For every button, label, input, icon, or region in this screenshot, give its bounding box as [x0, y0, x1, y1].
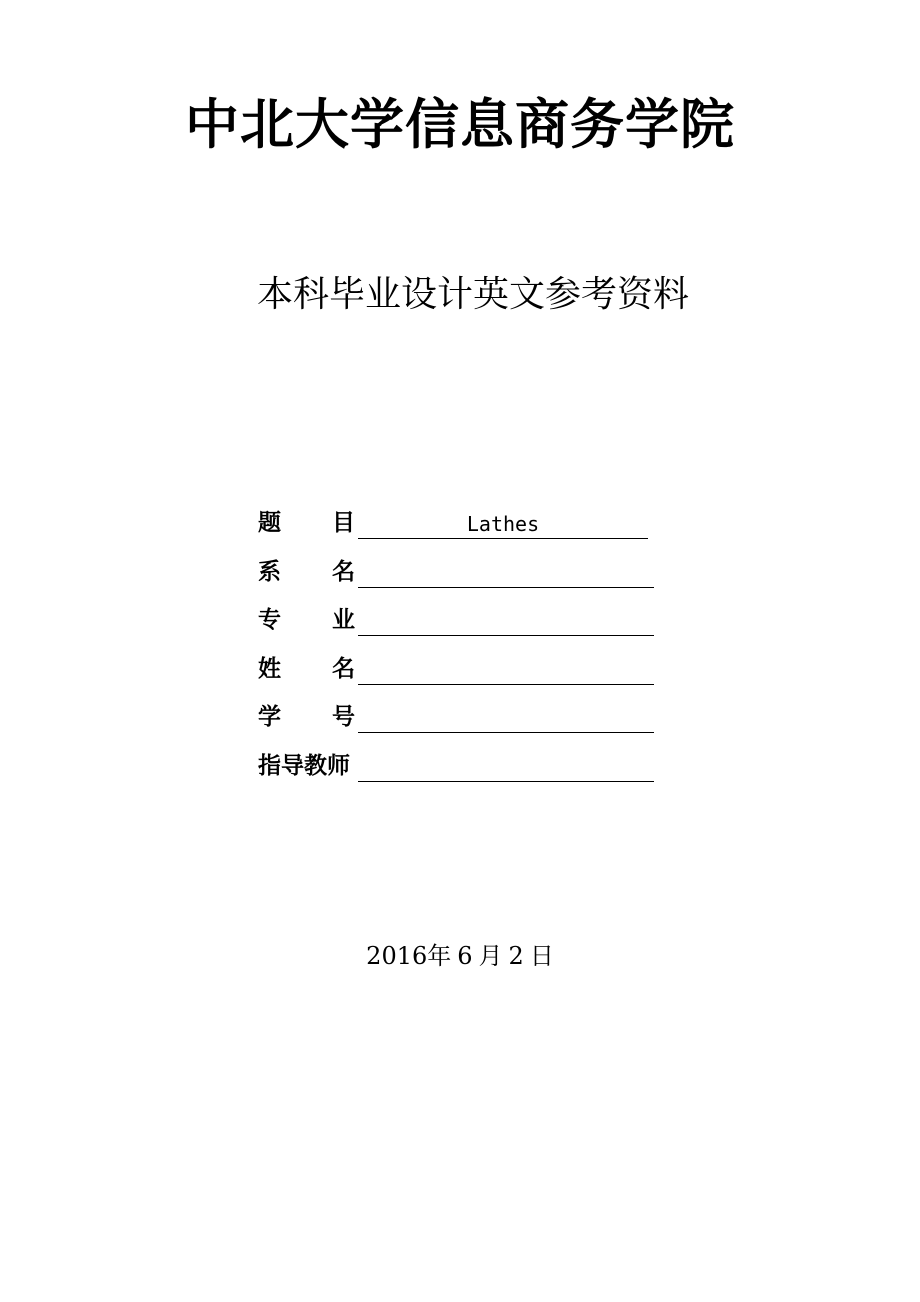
major-label-char-2: 业 — [332, 607, 355, 634]
date-day: 2 — [508, 942, 524, 970]
advisor-label: 指导教师 — [258, 752, 350, 779]
name-field[interactable] — [358, 655, 654, 685]
cover-info-form — [258, 505, 668, 797]
date-month-unit: 月 — [478, 942, 503, 970]
document-type-heading: 本科毕业设计英文参考资料 — [256, 274, 689, 315]
major-label — [258, 602, 358, 638]
form-row-major — [258, 602, 668, 651]
student-id-field[interactable] — [358, 703, 654, 733]
department-label-char-1: 系 — [258, 558, 281, 585]
name-label — [258, 651, 358, 687]
department-label-char-2: 名 — [332, 558, 355, 585]
major-field[interactable] — [358, 606, 654, 636]
student-id-label-char-2: 号 — [332, 704, 355, 731]
student-id-label — [258, 699, 358, 735]
name-label-char-1: 姓 — [258, 655, 281, 682]
advisor-field[interactable] — [358, 752, 654, 782]
date-year-unit: 年 — [427, 942, 452, 970]
department-label — [258, 554, 358, 590]
department-field[interactable] — [358, 558, 654, 588]
form-row-topic — [258, 505, 668, 554]
major-label-char-1: 专 — [258, 607, 281, 634]
school-name-heading: 中北大学信息商务学院 — [185, 93, 735, 156]
form-row-department — [258, 554, 668, 603]
topic-label-char-2: 目 — [332, 510, 355, 536]
topic-label-char-1: 题 — [258, 510, 281, 536]
form-row-name — [258, 651, 668, 700]
student-id-label-char-1: 学 — [258, 704, 281, 731]
form-row-student-id — [258, 699, 668, 748]
topic-label — [258, 505, 358, 541]
date-month: 6 — [457, 942, 473, 970]
name-label-char-2: 名 — [332, 655, 355, 682]
submission-date — [0, 938, 920, 974]
date-day-unit: 日 — [529, 942, 554, 970]
date-year: 2016 — [366, 942, 428, 970]
form-row-advisor — [258, 748, 668, 797]
topic-field[interactable]: Lathes — [358, 509, 648, 539]
